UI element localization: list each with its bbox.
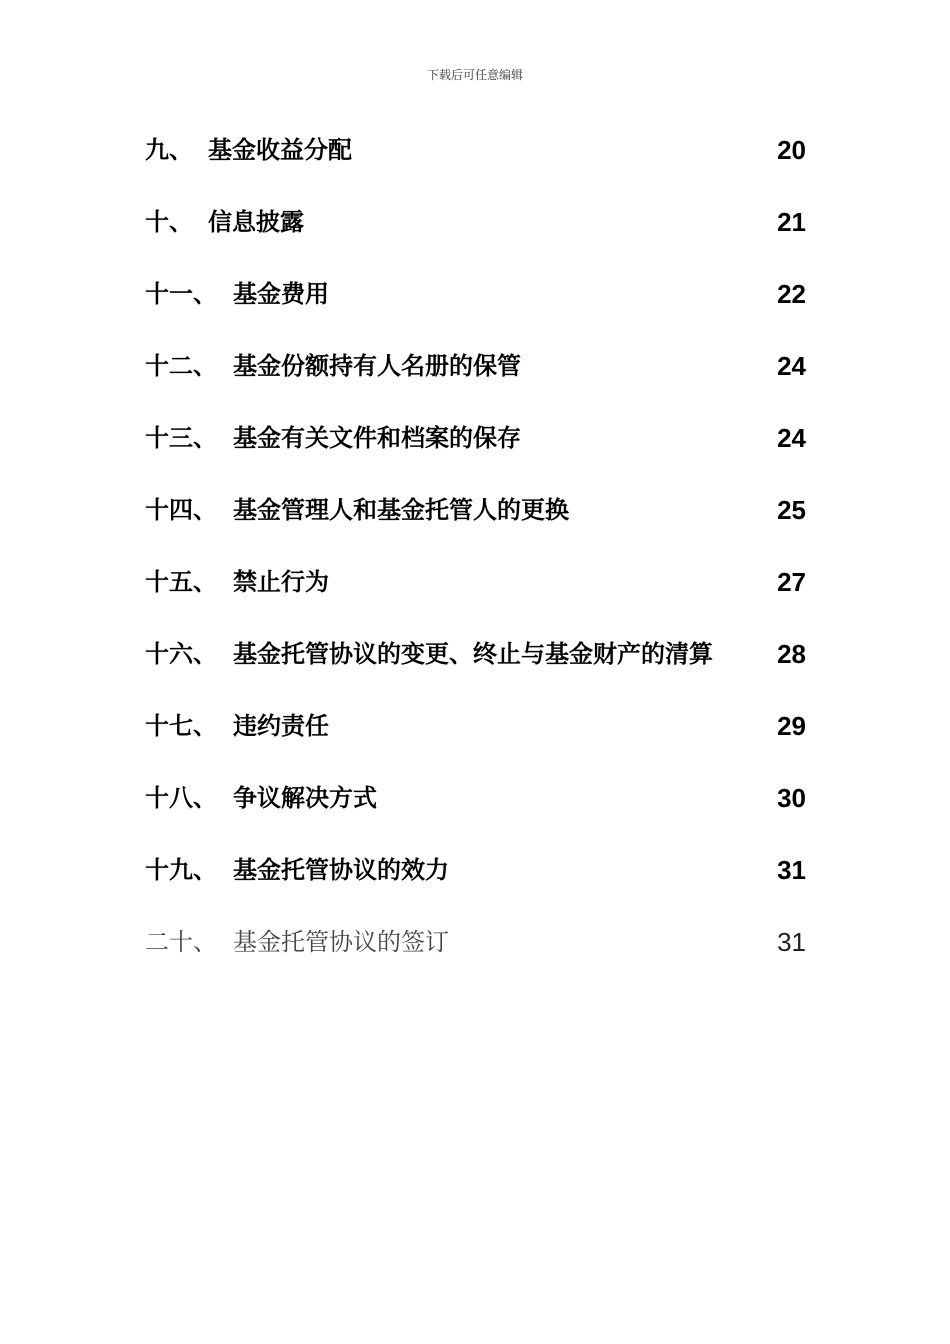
toc-entry-number: 十四、 <box>145 496 217 524</box>
toc-entry-title: 争议解决方式 <box>233 784 377 812</box>
toc-entry-number: 九、 <box>145 136 193 164</box>
toc-entry-12[interactable] <box>145 342 806 414</box>
toc-entry-number: 十六、 <box>145 640 217 668</box>
toc-entry-page: 24 <box>777 351 806 381</box>
toc-entry-13[interactable] <box>145 414 806 486</box>
header-note: 下载后可任意编辑 <box>426 68 523 82</box>
toc-entry-title: 基金管理人和基金托管人的更换 <box>233 496 569 524</box>
toc-entry-9[interactable] <box>145 126 806 198</box>
toc-entry-page: 28 <box>777 639 806 669</box>
toc-entry-page: 22 <box>777 279 806 309</box>
toc-entry-19[interactable] <box>145 846 806 918</box>
toc-entry-title: 基金收益分配 <box>208 136 352 164</box>
toc-entry-10[interactable] <box>145 198 806 270</box>
toc-entry-title: 基金份额持有人名册的保管 <box>233 352 521 380</box>
toc-entry-title: 基金费用 <box>233 280 329 308</box>
toc-entry-title: 信息披露 <box>208 208 304 236</box>
toc-entry-number: 十五、 <box>145 568 217 596</box>
table-of-contents <box>145 126 806 990</box>
toc-entry-page: 21 <box>777 207 806 237</box>
toc-entry-page: 29 <box>777 711 806 741</box>
toc-entry-page: 31 <box>777 927 806 957</box>
toc-entry-18[interactable] <box>145 774 806 846</box>
toc-entry-number: 十七、 <box>145 712 217 740</box>
toc-entry-title: 基金托管协议的变更、终止与基金财产的清算 <box>233 640 713 668</box>
toc-entry-title: 基金托管协议的签订 <box>233 928 449 956</box>
toc-entry-number: 十三、 <box>145 424 217 452</box>
toc-entry-20[interactable] <box>145 918 806 990</box>
toc-entry-number: 十、 <box>145 208 193 236</box>
toc-entry-page: 31 <box>777 855 806 885</box>
toc-entry-title: 基金托管协议的效力 <box>233 856 449 884</box>
toc-entry-11[interactable] <box>145 270 806 342</box>
toc-entry-number: 十二、 <box>145 352 217 380</box>
toc-entry-page: 25 <box>777 495 806 525</box>
toc-entry-page: 27 <box>777 567 806 597</box>
toc-entry-page: 30 <box>777 783 806 813</box>
toc-entry-title: 禁止行为 <box>233 568 329 596</box>
toc-entry-15[interactable] <box>145 558 806 630</box>
toc-entry-16[interactable] <box>145 630 806 702</box>
toc-entry-number: 十一、 <box>145 280 217 308</box>
toc-entry-14[interactable] <box>145 486 806 558</box>
toc-entry-page: 20 <box>777 135 806 165</box>
toc-entry-title: 基金有关文件和档案的保存 <box>233 424 521 452</box>
toc-entry-number: 十八、 <box>145 784 217 812</box>
toc-entry-page: 24 <box>777 423 806 453</box>
toc-entry-title: 违约责任 <box>233 712 329 740</box>
toc-entry-number: 二十、 <box>145 928 217 956</box>
toc-entry-17[interactable] <box>145 702 806 774</box>
toc-entry-number: 十九、 <box>145 856 217 884</box>
